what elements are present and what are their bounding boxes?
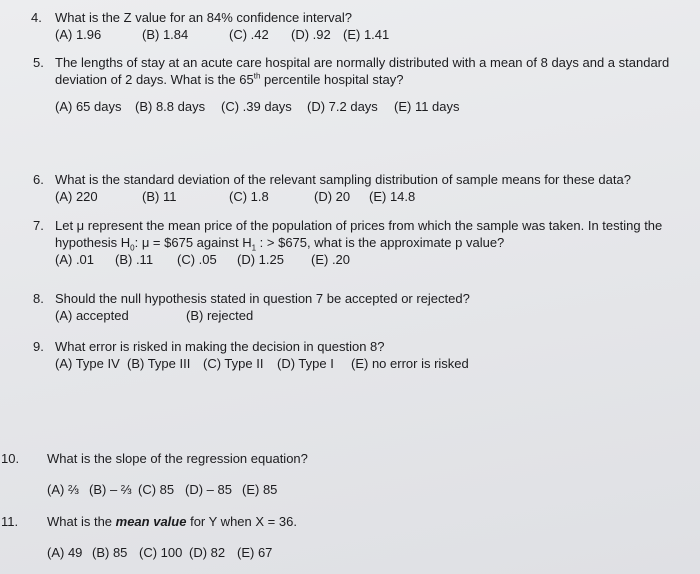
option-a: (A) accepted xyxy=(55,308,129,323)
option-a: (A) ⅔ xyxy=(47,482,79,497)
question-7-line-1: Let μ represent the mean price of the population of prices from which the sample was taken. In testing the xyxy=(55,218,663,233)
option-d: (D) .92 xyxy=(291,27,331,42)
question-5-sup: th xyxy=(253,71,261,81)
option-c: (C) .39 days xyxy=(221,99,292,114)
option-b: (B) 1.84 xyxy=(142,27,189,42)
option-a: (A) 49 xyxy=(47,545,83,560)
option-b: (B) 8.8 days xyxy=(135,99,206,114)
question-4-number: 4. xyxy=(31,10,42,25)
option-d: (D) Type I xyxy=(277,356,334,371)
option-b: (B) rejected xyxy=(186,308,254,323)
question-7-hyp-b: : μ = $675 against H xyxy=(134,235,252,250)
option-a: (A) Type IV xyxy=(55,356,120,371)
question-10-text: What is the slope of the regression equation? xyxy=(47,451,308,466)
question-11-text xyxy=(47,514,297,530)
option-d: (D) 7.2 days xyxy=(307,99,378,114)
option-e: (E) 1.41 xyxy=(343,27,390,42)
option-c: (C) 85 xyxy=(138,482,175,497)
option-e: (E) 11 days xyxy=(394,99,460,114)
option-c: (C) Type II xyxy=(203,356,264,371)
option-a: (A) 1.96 xyxy=(55,27,102,42)
option-b: (B) 11 xyxy=(142,189,177,204)
option-b: (B) Type III xyxy=(127,356,191,371)
question-5-line-1: The lengths of stay at an acute care hospital are normally distributed with a mean of 8 days and a standard xyxy=(55,55,670,70)
option-c: (C) .42 xyxy=(229,27,269,42)
question-4-text: What is the Z value for an 84% confidence interval? xyxy=(55,10,352,25)
option-a: (A) 220 xyxy=(55,189,98,204)
question-5-line-2-pre: deviation of 2 days. What is the 65 xyxy=(55,72,254,87)
question-5-line-2-post: percentile hospital stay? xyxy=(260,72,404,87)
option-d: (D) – 85 xyxy=(185,482,232,497)
option-a: (A) .01 xyxy=(55,252,95,267)
question-6-text: What is the standard deviation of the relevant sampling distribution of sample means for these data? xyxy=(55,172,631,187)
option-c: (C) 100 xyxy=(139,545,183,560)
question-7-hyp-a: hypothesis H xyxy=(55,235,131,250)
option-e: (E) 67 xyxy=(237,545,273,560)
option-d: (D) 20 xyxy=(314,189,351,204)
option-d: (D) 1.25 xyxy=(237,252,284,267)
option-b: (B) – ⅔ xyxy=(89,482,132,497)
question-9-number: 9. xyxy=(33,339,44,354)
question-7-sub-1: 1 xyxy=(251,243,257,253)
option-e: (E) no error is risked xyxy=(351,356,469,371)
question-6-number: 6. xyxy=(33,172,44,187)
question-5-number: 5. xyxy=(33,55,44,70)
question-11-number: 11. xyxy=(1,514,19,529)
question-8-text: Should the null hypothesis stated in question 7 be accepted or rejected? xyxy=(55,291,470,306)
question-7-number: 7. xyxy=(33,218,44,233)
option-e: (E) 85 xyxy=(242,482,278,497)
question-8-number: 8. xyxy=(33,291,44,306)
question-9-text: What error is risked in making the decision in question 8? xyxy=(55,339,385,354)
option-a: (A) 65 days xyxy=(55,99,122,114)
option-e: (E) .20 xyxy=(311,252,351,267)
option-b: (B) 85 xyxy=(92,545,128,560)
question-7-sub-0: 0 xyxy=(130,243,135,253)
question-7-hyp-c: : > $675, what is the approximate p value? xyxy=(256,235,505,250)
option-e: (E) 14.8 xyxy=(369,189,416,204)
option-c: (C) .05 xyxy=(177,252,217,267)
question-11-text-post: for Y when X = 36. xyxy=(186,514,297,529)
question-11-text-pre: What is the xyxy=(47,514,116,529)
option-b: (B) .11 xyxy=(115,252,154,267)
question-10-number: 10. xyxy=(1,451,20,466)
question-5-line-2 xyxy=(55,72,404,88)
option-c: (C) 1.8 xyxy=(229,189,269,204)
question-11-emphasis: mean value xyxy=(115,514,187,529)
question-7-line-2 xyxy=(55,235,504,251)
option-d: (D) 82 xyxy=(189,545,226,560)
